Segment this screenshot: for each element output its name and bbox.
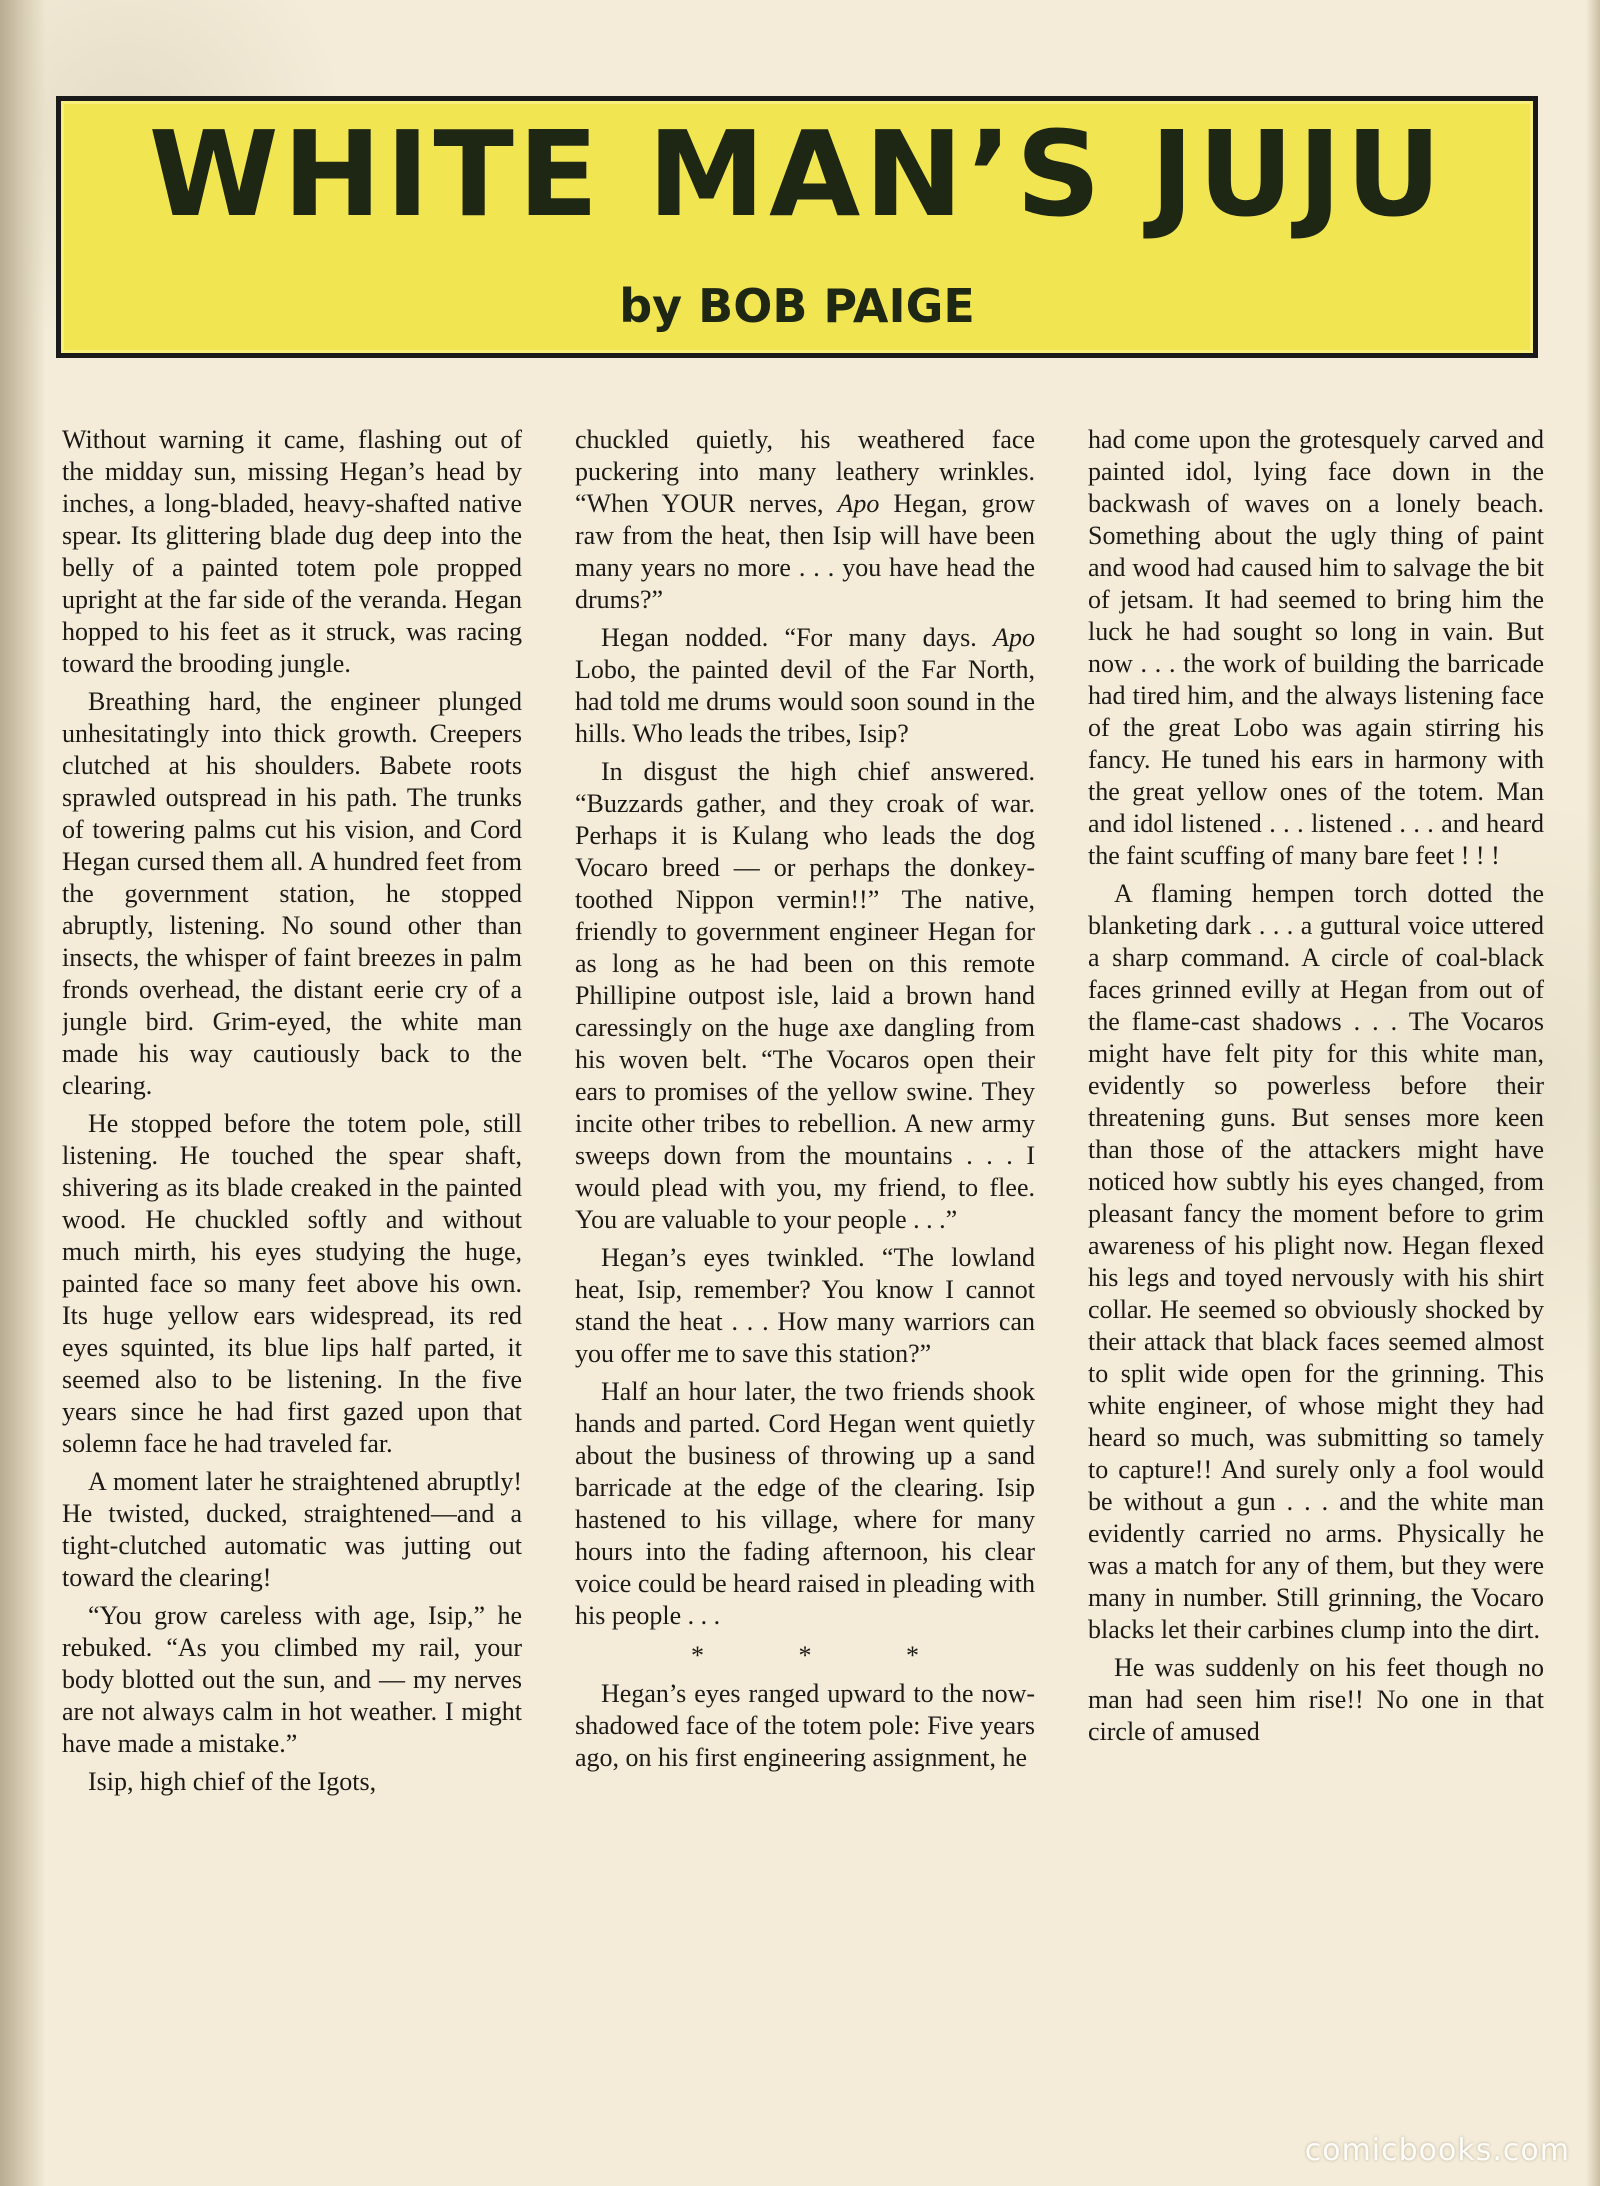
- italic-word: Apo: [837, 489, 880, 518]
- paragraph: Isip, high chief of the Igots,: [88, 1767, 377, 1796]
- paragraph: Hegan’s eyes twinkled. “The lowland heat, Isip, remember? You know I cannot stand the heat . . . How many warriors can you offer me to save this station?”: [575, 1243, 1035, 1368]
- text-run: Lobo, the painted devil of the Far North, had told me drums would soon sound in the hills. Who leads the tribes, Isip?: [575, 655, 1035, 748]
- paragraph: had come upon the grotesquely carved and painted idol, lying face down in the backwash of waves on a lonely beach. Something about the ugly thing of paint and wood had caused him to salvage the bit of jetsam. It had seemed to bring him the luck he had sought so long in vain. But now . . . the work of building the barricade had tired him, and the always listening face of the great Lobo was again stirring his fancy. He tuned his ears in harmony with the great yellow ones of the totem. Man and idol listened . . . listened . . . and heard the faint scuffing of many bare feet ! ! !: [1088, 425, 1544, 870]
- story-byline: by BOB PAIGE: [619, 279, 975, 333]
- text-column-1: [62, 424, 522, 2104]
- paragraph: [575, 622, 1035, 750]
- page-edge-right: [1586, 0, 1600, 2186]
- paragraph: Hegan’s eyes ranged upward to the now-shadowed face of the totem pole: Five years ago, on his first engineering assignment, he: [575, 1679, 1035, 1772]
- paragraph: Breathing hard, the engineer plunged unhesitatingly into thick growth. Creepers clutched at his shoulders. Babete roots sprawled outspread in his path. The trunks of towering palms cut his vision, and Cord Hegan cursed them all. A hundred feet from the government station, he stopped abruptly, listening. No sound other than insects, the whisper of faint breezes in palm fronds overhead, the distant eerie cry of a jungle bird. Grim-eyed, the white man made his way cautiously back to the clearing.: [62, 687, 522, 1100]
- paragraph: He stopped before the totem pole, still listening. He touched the spear shaft, shivering as its blade creaked in the painted wood. He chuckled softly and without much mirth, his eyes studying the huge, painted face so many feet above his own. Its huge yellow ears widespread, its red eyes squinted, its blue lips half parted, it seemed also to be listening. In the five years since he had first gazed upon that solemn face he had traveled far.: [62, 1109, 522, 1458]
- paragraph: [575, 424, 1035, 616]
- page-edge-shadow: [0, 0, 46, 2186]
- paragraph: Without warning it came, flashing out of the midday sun, missing Hegan’s head by inches, a long-bladed, heavy-shafted native spear. Its glittering blade dug deep into the belly of a painted totem pole propped upright at the far side of the veranda. Hegan hopped to his feet as it struck, was racing toward the brooding jungle.: [62, 425, 522, 678]
- text-column-3: [1088, 424, 1544, 2104]
- paragraph: Half an hour later, the two friends shook hands and parted. Cord Hegan went quietly about the business of throwing up a sand barricade at the edge of the clearing. Isip hastened to his village, where for many hours into the fading afternoon, his clear voice could be heard raised in pleading with his people . . .: [575, 1377, 1035, 1630]
- story-title: WHITE MAN’S JUJU: [148, 105, 1446, 243]
- paragraph: A flaming hempen torch dotted the blanketing dark . . . a guttural voice uttered a sharp command. A circle of coal-black faces grinned evilly at Hegan from out of the flame-cast shadows . . . The Vocaros might have felt pity for this white man, evidently so powerless before their threatening guns. But senses more keen than those of the attackers might have noticed how subtly his eyes changed, from pleasant fancy the moment before to grim awareness of his plight now. Hegan flexed his legs and toyed nervously with his shirt collar. He seemed so obviously shocked by their attack that black faces seemed almost to split wide open for the grinning. This white engineer, of whose might they had heard so much, was submitting so tamely to capture!! And surely only a fool would be without a gun . . . and the white man evidently carried no arms. Physically he was a match for any of them, but they were many in number. Still grinning, the Vocaro blacks let their carbines clump into the dirt.: [1088, 879, 1544, 1644]
- text-column-2: [575, 424, 1035, 2104]
- text-run: Hegan nodded. “For many days.: [601, 623, 977, 652]
- section-break: * * *: [691, 1641, 963, 1670]
- paragraph: In disgust the high chief answered. “Buzzards gather, and they croak of war. Perhaps it is Kulang who leads the dog Vocaro breed — or perhaps the donkey-toothed Nippon vermin!!” The native, friendly to government engineer Hegan for as long as he had been on this remote Phillipine outpost isle, laid a brown hand caressingly on the huge axe dangling from his woven belt. “The Vocaros open their ears to promises of the yellow swine. They incite other tribes to rebellion. A new army sweeps down from the mountains . . . I would plead with you, my friend, to flee. You are valuable to your people . . .”: [575, 757, 1035, 1234]
- title-banner: [56, 96, 1538, 358]
- paragraph: He was suddenly on his feet though no man had seen him rise!! No one in that circle of amused: [1088, 1653, 1544, 1746]
- text-run: Hegan, grow raw from the heat, then Isip will have been many years no more . . . you have head the drums?”: [575, 489, 1035, 614]
- text-run: chuckled quietly, his weathered face puckering into many leathery wrinkles. “When YOUR nerves,: [575, 425, 1035, 518]
- source-watermark: comicbooks.com: [1304, 2133, 1570, 2168]
- paragraph: “You grow careless with age, Isip,” he rebuked. “As you climbed my rail, your body blotted out the sun, and — my nerves are not always calm in hot weather. I might have made a mistake.”: [62, 1601, 522, 1758]
- paragraph: A moment later he straightened abruptly! He twisted, ducked, straightened—and a tight-clutched automatic was jutting out toward the clearing!: [62, 1467, 522, 1592]
- italic-word: Apo: [993, 623, 1035, 652]
